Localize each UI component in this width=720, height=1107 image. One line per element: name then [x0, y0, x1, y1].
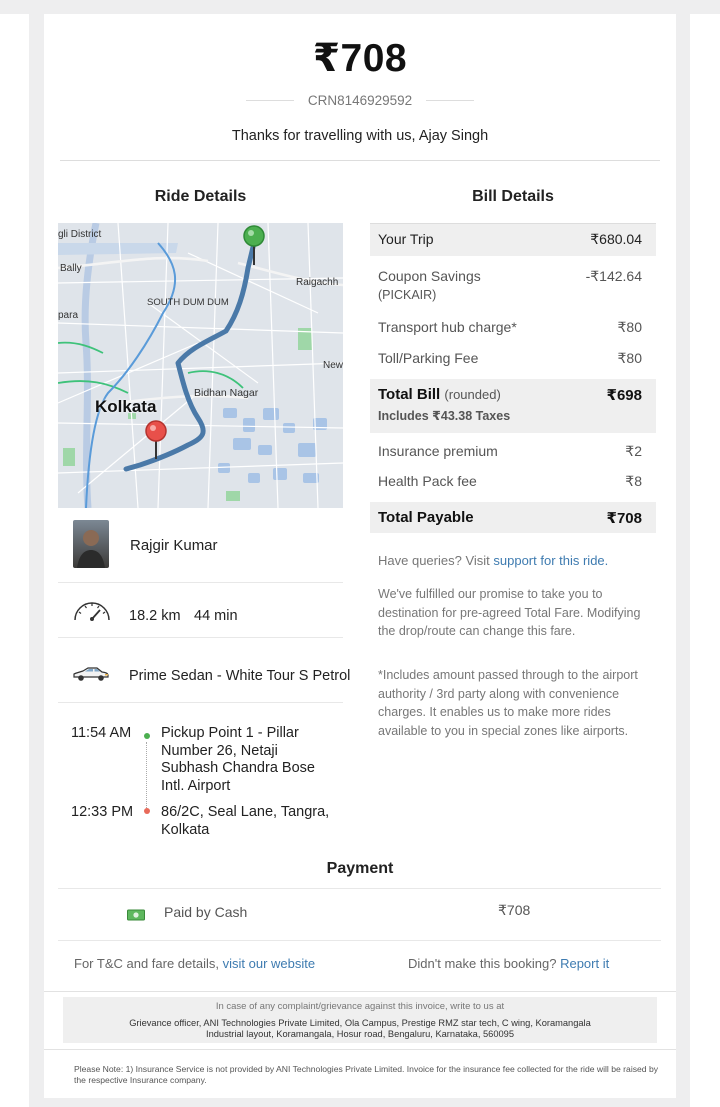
left-background-panel: [0, 14, 29, 1107]
coupon-row: [370, 266, 656, 306]
map-label-city: Kolkata: [95, 397, 157, 416]
map-label-new: New: [323, 360, 343, 371]
your-trip-label: Your Trip: [378, 231, 434, 247]
complaint-box: [63, 997, 657, 1043]
your-trip-value: ₹680.04: [590, 231, 642, 247]
ride-details-title: Ride Details: [154, 188, 247, 205]
health-value: ₹8: [625, 473, 642, 489]
drop-time: 12:33 PM: [71, 804, 134, 820]
crn-divider-right: [426, 100, 474, 101]
insurance-note: Please Note: 1) Insurance Service is not provided by ANI Technologies Private Limited. Invoice for the insurance fee collected for the ride will be raised by the respective Insurance company.: [74, 1064, 659, 1085]
queries-text: [378, 552, 646, 571]
includes-note: *Includes amount passed through to the airport authority / 3rd party along with convenience charges. It enables us to make more rides available to you in special zones like airports.: [378, 668, 638, 738]
insurance-row: [370, 443, 656, 463]
route-map[interactable]: [58, 223, 343, 508]
tc-prefix: For T&C and fare details,: [74, 956, 223, 971]
toll-value: ₹80: [617, 350, 642, 366]
bill-details-title: Bill Details: [472, 188, 554, 205]
map-label-area2: Bidhan Nagar: [194, 387, 259, 399]
toll-label: Toll/Parking Fee: [378, 350, 479, 366]
health-label: Health Pack fee: [378, 473, 477, 489]
complaint-line3: Industrial layout, Koramangala, Hosur road, Bengaluru, Karnataka, 560095: [205, 1029, 515, 1039]
driver-divider: [58, 582, 343, 583]
note-divider: [44, 1049, 676, 1050]
header-divider: [60, 160, 660, 161]
cash-icon: [127, 908, 145, 926]
support-link[interactable]: support for this ride.: [493, 553, 609, 568]
toll-row: [370, 350, 656, 370]
right-background-panel: [690, 14, 720, 1107]
total-payable-row: [370, 502, 656, 533]
insurance-value: ₹2: [625, 443, 642, 459]
map-label-raigachh: Raigachh: [296, 277, 339, 288]
car-icon: [72, 666, 110, 687]
car-model: Prime Sedan - White Tour S Petrol: [129, 668, 351, 684]
payment-method: Paid by Cash: [164, 904, 248, 920]
payment-top-divider: [58, 888, 661, 889]
your-trip-row: [370, 223, 656, 256]
footer-divider: [44, 991, 676, 992]
tc-text: [74, 956, 315, 971]
taxes-note: Includes ₹43.38 Taxes: [378, 409, 511, 423]
report-text: [408, 956, 609, 971]
complaint-line2: Grievance officer, ANI Technologies Private Limited, Ola Campus, Prestige RMZ star tech, C wing, Koramangala: [129, 1018, 591, 1028]
pickup-dot-icon: [144, 733, 150, 739]
health-row: [370, 473, 656, 493]
report-prefix: Didn't make this booking?: [408, 956, 561, 971]
route-connector: [146, 742, 147, 808]
coupon-code: (PICKAIR): [378, 288, 437, 302]
total-bill-label: Total Bill: [378, 386, 441, 403]
driver-avatar: [73, 520, 109, 568]
map-label-area1: SOUTH DUM DUM: [147, 297, 229, 308]
pickup-time: 11:54 AM: [71, 725, 132, 741]
total-amount: ₹708: [312, 37, 408, 80]
total-bill-row: [370, 379, 656, 433]
payment-amount: ₹708: [498, 902, 531, 918]
queries-prefix: Have queries? Visit: [378, 553, 494, 568]
transport-row: [370, 319, 656, 339]
drop-address: 86/2C, Seal Lane, Tangra, Kolkata: [161, 804, 330, 838]
speedometer-icon: [72, 598, 112, 627]
map-label-para: para: [58, 310, 79, 321]
complaint-line1: In case of any complaint/grievance against this invoice, write to us at: [215, 1001, 505, 1012]
drop-dot-icon: [144, 808, 150, 814]
ride-duration: 44 min: [194, 608, 238, 624]
thanks-message: Thanks for travelling with us, Ajay Singh: [231, 128, 489, 144]
total-payable-value: ₹708: [606, 510, 642, 527]
total-bill-label-group: [378, 386, 501, 403]
distance-divider: [58, 637, 343, 638]
payment-title: Payment: [326, 860, 394, 877]
report-link[interactable]: Report it: [560, 956, 610, 971]
map-label-bally: Bally: [60, 263, 82, 274]
transport-value: ₹80: [617, 319, 642, 335]
promise-note: We've fulfilled our promise to take you to destination for pre-agreed Total Fare. Modifying the drop/route can change this fare.: [378, 587, 641, 638]
coupon-label: Coupon Savings: [378, 268, 481, 284]
route-map-svg: [58, 223, 343, 508]
payment-bottom-divider: [58, 940, 661, 941]
ride-distance: 18.2 km: [129, 608, 181, 624]
driver-name: Rajgir Kumar: [130, 537, 218, 554]
pickup-address: Pickup Point 1 - Pillar Number 26, Netaji Subhash Chandra Bose Intl. Airport: [161, 725, 315, 794]
crn-number: CRN8146929592: [307, 93, 413, 108]
map-label-district: gli District: [58, 229, 102, 240]
website-link[interactable]: visit our website: [222, 956, 316, 971]
total-payable-label: Total Payable: [378, 509, 474, 526]
car-divider: [58, 702, 343, 703]
total-bill-suffix: (rounded): [444, 387, 501, 402]
transport-label: Transport hub charge*: [378, 319, 517, 335]
coupon-value: -₹142.64: [585, 268, 642, 284]
insurance-label: Insurance premium: [378, 443, 498, 459]
total-bill-value: ₹698: [606, 387, 642, 404]
invoice-card: [44, 14, 676, 1098]
